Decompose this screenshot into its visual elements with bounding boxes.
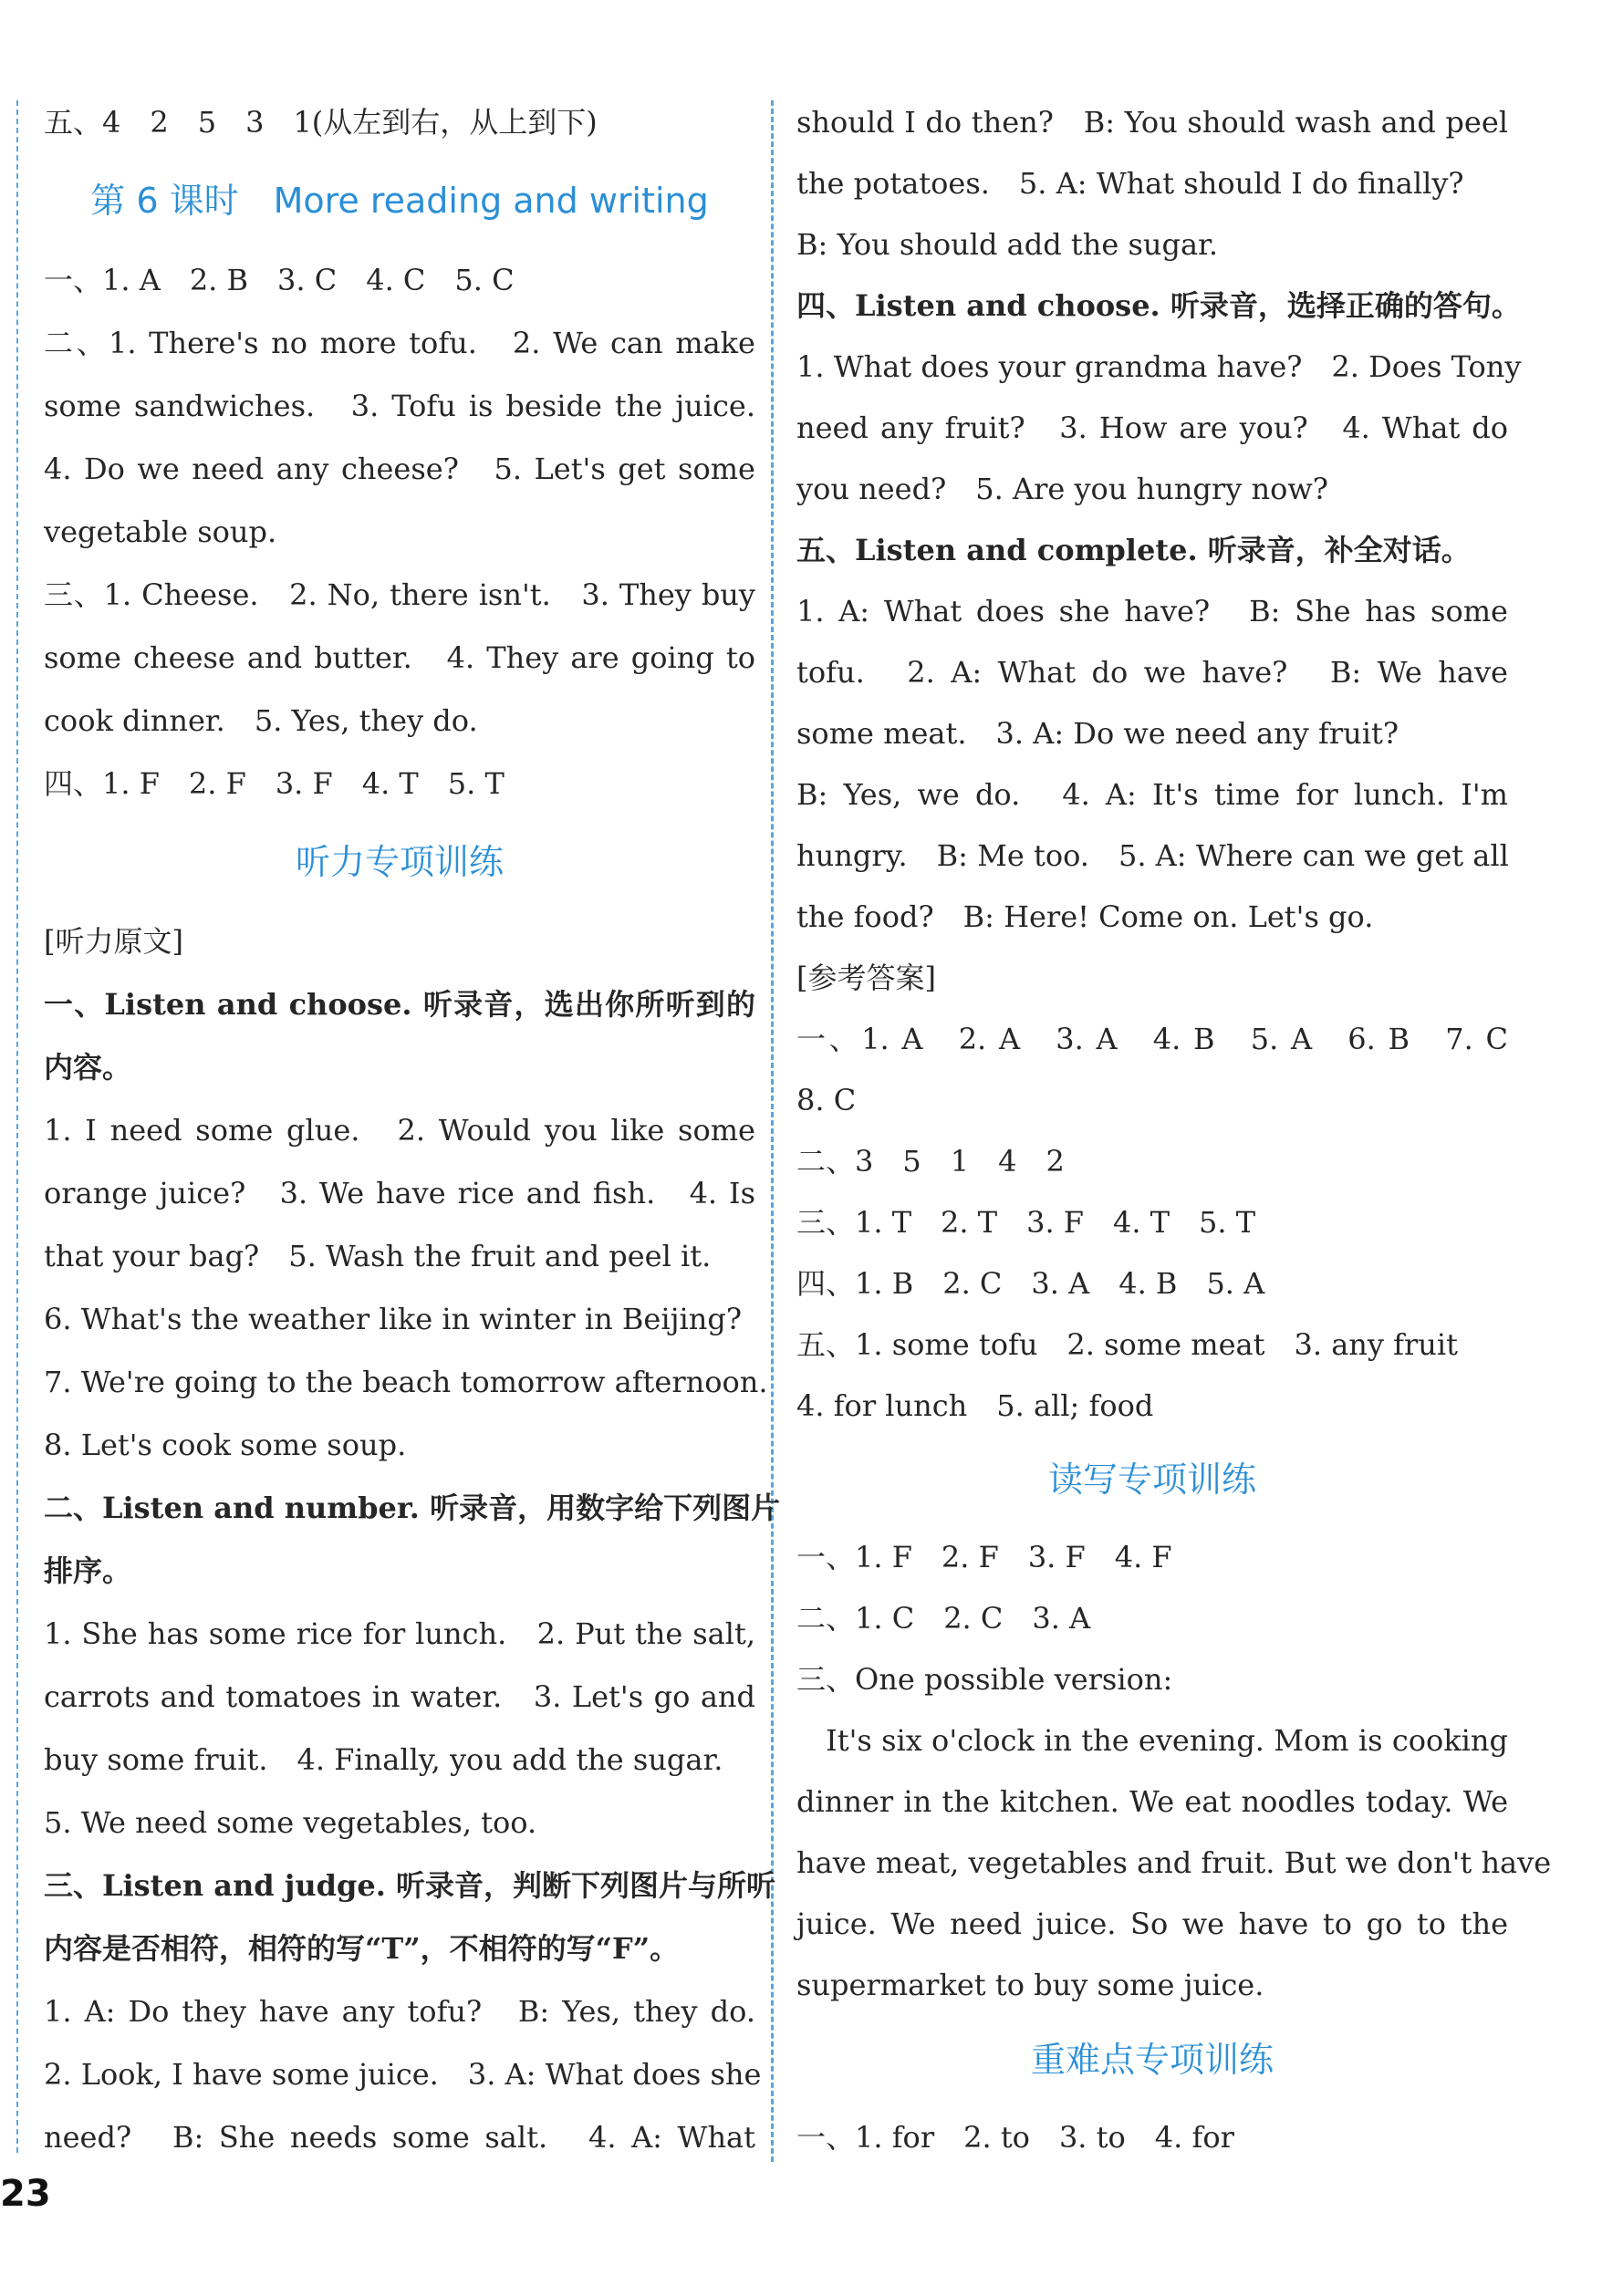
key-points-heading: 重难点专项训练 — [1030, 2040, 1274, 2080]
lesson-heading: 第 6 课时 More reading and writing — [90, 181, 709, 221]
answer-line: 1. I need some glue. 2. Would you like some — [44, 1113, 755, 1148]
section-title: 四、Listen and choose. 听录音，选择正确的答句。 — [796, 288, 1521, 323]
answer-line: 三、1. Cheese. 2. No, there isn't. 3. They buy — [44, 577, 755, 612]
answer-line: 四、1. B 2. C 3. A 4. B 5. A — [796, 1266, 1265, 1301]
answer-line: 1. What does your grandma have? 2. Does Tony — [796, 349, 1522, 384]
answer-line: some cheese and butter. 4. They are going to — [44, 640, 755, 675]
answer-line: the food? B: Here! Come on. Let's go. — [796, 899, 1374, 934]
answer-line: vegetable soup. — [44, 514, 277, 549]
answer-line: 8. Let's cook some soup. — [44, 1428, 407, 1462]
answer-line: 二、1. C 2. C 3. A — [796, 1601, 1091, 1636]
answer-line: hungry. B: Me too. 5. A: Where can we get all — [796, 838, 1509, 873]
answer-line: 1. A: What does she have? B: She has some — [796, 594, 1508, 629]
answer-line: B: You should add the sugar. — [796, 227, 1218, 262]
answer-line: 8. C — [796, 1083, 857, 1117]
answer-line: 五、4 2 5 3 1(从左到右，从上到下) — [44, 105, 598, 140]
answer-line: carrots and tomatoes in water. 3. Let's go and — [44, 1679, 755, 1714]
answer-line: 三、1. T 2. T 3. F 4. T 5. T — [796, 1205, 1256, 1240]
answer-line: orange juice? 3. We have rice and fish. 4. Is — [44, 1176, 755, 1210]
answer-line: It's six o'clock in the evening. Mom is cooking — [796, 1723, 1508, 1758]
answer-line: 1. A: Do they have any tofu? B: Yes, they do. — [44, 1994, 755, 2029]
answer-line: 一、1. F 2. F 3. F 4. F — [796, 1540, 1172, 1574]
answer-line: have meat, vegetables and fruit. But we don't have — [796, 1845, 1552, 1880]
left-margin-rule — [16, 100, 18, 2153]
answer-line: should I do then? B: You should wash and peel — [796, 105, 1508, 140]
answer-line: 5. We need some vegetables, too. — [44, 1805, 537, 1840]
answer-line: 4. Do we need any cheese? 5. Let's get some — [44, 452, 755, 486]
answer-line: need? B: She needs some salt. 4. A: What — [44, 2120, 755, 2155]
listening-heading: 听力专项训练 — [295, 842, 504, 882]
answer-line: cook dinner. 5. Yes, they do. — [44, 703, 478, 738]
section-title: 内容是否相符，相符的写“T”，不相符的写“F”。 — [44, 1931, 680, 1966]
answer-line: 二、1. There's no more tofu. 2. We can make — [44, 326, 755, 360]
reading-writing-heading: 读写专项训练 — [1047, 1460, 1256, 1500]
answer-line: you need? 5. Are you hungry now? — [796, 472, 1328, 506]
answer-line: 一、1. for 2. to 3. to 4. for — [796, 2120, 1234, 2155]
answer-line: that your bag? 5. Wash the fruit and peel it. — [44, 1239, 712, 1273]
section-title: 一、Listen and choose. 听录音，选出你所听到的 — [44, 987, 755, 1022]
answer-line: some sandwiches. 3. Tofu is beside the juice. — [44, 389, 755, 423]
answer-line: 1. She has some rice for lunch. 2. Put the salt, — [44, 1616, 755, 1651]
answer-line: B: Yes, we do. 4. A: It's time for lunch. I'm — [796, 777, 1508, 812]
answer-line: some meat. 3. A: Do we need any fruit? — [796, 716, 1399, 751]
answer-line: 四、1. F 2. F 3. F 4. T 5. T — [44, 766, 505, 801]
answer-line: tofu. 2. A: What do we have? B: We have — [796, 655, 1508, 690]
answer-line: 4. for lunch 5. all; food — [796, 1388, 1154, 1423]
answer-line: dinner in the kitchen. We eat noodles today. We — [796, 1784, 1508, 1819]
section-title: 三、Listen and judge. 听录音，判断下列图片与所听 — [44, 1868, 775, 1903]
answer-line: the potatoes. 5. A: What should I do finally? — [796, 166, 1464, 201]
answer-line: buy some fruit. 4. Finally, you add the sugar. — [44, 1742, 723, 1777]
answer-line: 二、3 5 1 4 2 — [796, 1144, 1065, 1179]
section-label: [参考答案] — [796, 961, 936, 995]
column-divider — [771, 100, 774, 2162]
answer-line: 一、1. A 2. B 3. C 4. C 5. C — [44, 263, 515, 297]
section-title: 排序。 — [44, 1553, 132, 1588]
answer-line: need any fruit? 3. How are you? 4. What do — [796, 410, 1508, 445]
answer-line: 三、One possible version: — [796, 1662, 1173, 1697]
section-label: [听力原文] — [44, 924, 183, 959]
answer-line: 7. We're going to the beach tomorrow afternoon. — [44, 1365, 768, 1399]
answer-line: 6. What's the weather like in winter in Beijing? — [44, 1302, 742, 1336]
page-number: 23 — [0, 2173, 51, 2215]
section-title: 内容。 — [44, 1050, 132, 1085]
answer-line: 五、1. some tofu 2. some meat 3. any fruit — [796, 1327, 1458, 1362]
answer-line: supermarket to buy some juice. — [796, 1968, 1264, 2002]
section-title: 五、Listen and complete. 听录音，补全对话。 — [796, 533, 1471, 567]
section-title: 二、Listen and number. 听录音，用数字给下列图片 — [44, 1491, 781, 1525]
answer-line: 2. Look, I have some juice. 3. A: What does she — [44, 2057, 762, 2092]
answer-line: 一、1. A 2. A 3. A 4. B 5. A 6. B 7. C — [796, 1022, 1508, 1056]
answer-line: juice. We need juice. So we have to go to the — [796, 1906, 1508, 1941]
